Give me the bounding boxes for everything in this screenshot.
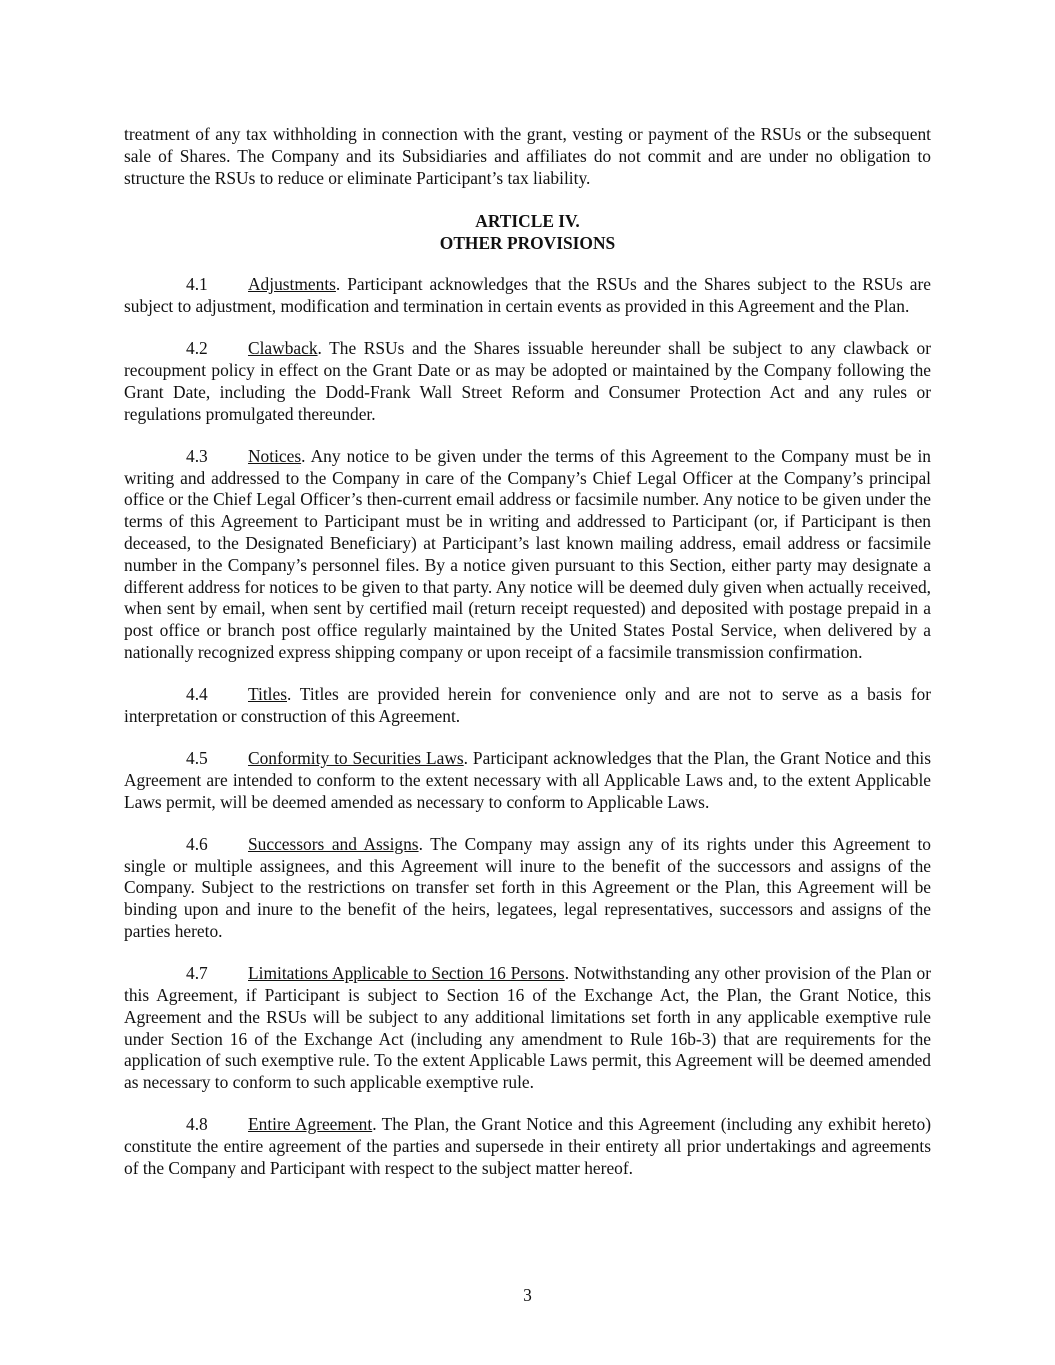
section-number: 4.1: [186, 274, 208, 295]
section-4-5: [124, 748, 931, 813]
section-heading: Notices: [248, 445, 302, 466]
section-4-7: [124, 963, 931, 1094]
section-number: 4.2: [186, 338, 208, 359]
section-4-8: [124, 1114, 931, 1179]
section-body: . The Plan, the Grant Notice and this Agreement (including any exhibit hereto) constitute the entire agreement of the parties and supersede in their entirety all prior undertakings and agreements of the Company and Participant with respect to the subject matter hereof.: [124, 1114, 932, 1178]
section-4-6: [124, 834, 931, 943]
section-body: . The Company may assign any of its rights under this Agreement to single or multiple assignees, and this Agreement will inure to the benefit of the successors and assigns of the Company. Subject to the restrictions on transfer set forth in this Agreement or the Plan, this Agreement will be binding upon and inure to the benefit of the heirs, legatees, legal representatives, successors and assigns of the parties hereto.: [124, 833, 931, 942]
section-body: . Any notice to be given under the terms of this Agreement to the Company must be in writing and addressed to the Company in care of the Company’s Chief Legal Officer at the Company’s principal office or the Chief Legal Officer’s then-current email address or facsimile number. Any notice to be given under the terms of this Agreement to Participant must be in writing and addressed to Participant (or, if Participant is then deceased, to the Designated Beneficiary) at Participant’s last known mailing address, email address or facsimile number in the Company’s personnel files. By a notice given pursuant to this Section, either party may designate a different address for notices to be given to that party. Any notice will be deemed duly given when actually received, when sent by email, when sent by certified mail (return receipt requested) and deposited with postage prepaid in a post office or branch post office regularly maintained by the United States Postal Service, when delivered by a nationally recognized express shipping company or upon receipt of a facsimile transmission confirmation.: [124, 445, 931, 662]
section-heading: Adjustments: [248, 274, 336, 295]
section-heading: Successors and Assigns: [248, 833, 419, 854]
section-4-3: [124, 446, 931, 664]
article-title: OTHER PROVISIONS: [439, 232, 616, 253]
section-heading: Entire Agreement: [248, 1114, 373, 1135]
section-number: 4.8: [186, 1114, 208, 1135]
section-4-1: [124, 274, 931, 318]
section-number: 4.7: [186, 963, 208, 984]
section-body: . Participant acknowledges that the RSUs and the Shares subject to the RSUs are subject to adjustment, modification and termination in certain events as provided in this Agreement and the Plan.: [124, 274, 931, 316]
section-heading: Titles: [248, 684, 287, 705]
section-body: . Notwithstanding any other provision of the Plan or this Agreement, if Participant is subject to Section 16 of the Exchange Act, the Plan, the Grant Notice, this Agreement and the RSUs will be subject to any additional limitations set forth in any applicable exemptive rule under Section 16 of the Exchange Act (including any amendment to Rule 16b-3) that are requirements for the application of such exemptive rule. To the extent Applicable Laws permit, this Agreement will be deemed amended as necessary to conform to such applicable exemptive rule.: [124, 963, 931, 1093]
section-4-2: [124, 338, 931, 425]
section-heading: Clawback: [248, 338, 318, 359]
section-body: . The RSUs and the Shares issuable hereunder shall be subject to any clawback or recoupment policy in effect on the Grant Date or as may be adopted or maintained by the Company following the Grant Date, including the Dodd-Frank Wall Street Reform and Consumer Protection Act and any rules or regulations promulgated thereunder.: [124, 338, 931, 424]
article-number: ARTICLE IV.: [475, 210, 580, 231]
section-body: . Titles are provided herein for convenience only and are not to serve as a basis for interpretation or construction of this Agreement.: [124, 684, 931, 726]
section-number: 4.3: [186, 445, 208, 466]
section-4-4: [124, 684, 931, 728]
section-number: 4.6: [186, 833, 208, 854]
article-heading: [124, 210, 931, 254]
section-heading: Limitations Applicable to Section 16 Persons: [248, 963, 565, 984]
section-body: . Participant acknowledges that the Plan, the Grant Notice and this Agreement are intended to conform to the extent necessary with all Applicable Laws and, to the extent Applicable Laws permit, will be deemed amended as necessary to conform to Applicable Laws.: [124, 748, 931, 812]
section-number: 4.4: [186, 684, 208, 705]
page-number: 3: [523, 1285, 532, 1305]
section-number: 4.5: [186, 748, 208, 769]
document-page: [124, 124, 931, 1200]
section-heading: Conformity to Securities Laws: [248, 748, 464, 769]
intro-paragraph: treatment of any tax withholding in connection with the grant, vesting or payment of the RSUs or the subsequent sale of Shares. The Company and its Subsidiaries and affiliates do not commit and are under no obligation to structure the RSUs to reduce or eliminate Participant’s tax liability.: [124, 124, 931, 188]
